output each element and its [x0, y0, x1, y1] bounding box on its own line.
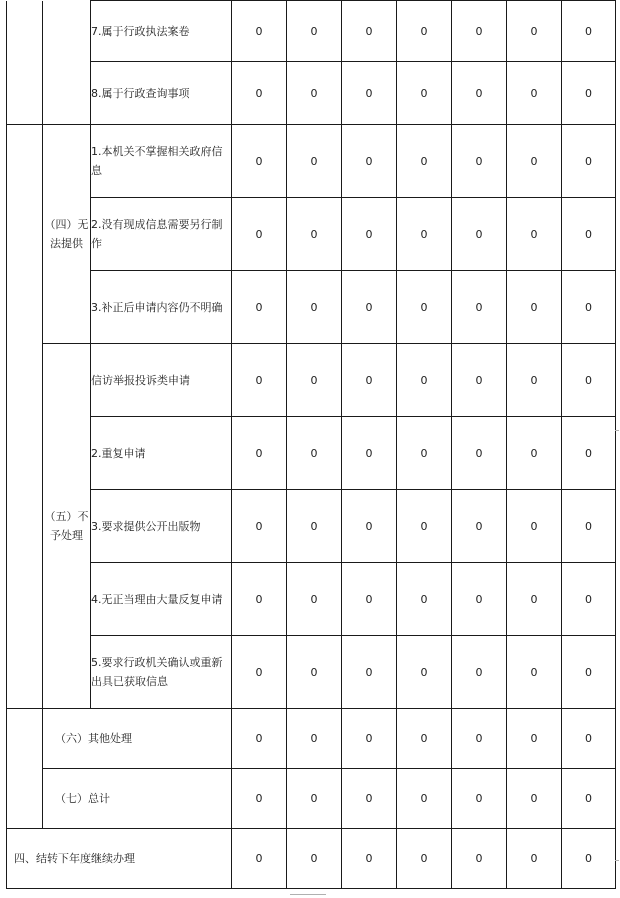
outer-category-cell — [7, 709, 43, 829]
value-cell: 0 — [452, 417, 507, 490]
value-cell: 0 — [397, 769, 452, 829]
value-cell: 0 — [287, 490, 342, 563]
value-cell: 0 — [507, 62, 562, 125]
value-cell: 0 — [287, 829, 342, 889]
value-cell: 0 — [232, 125, 287, 198]
table-row — [7, 1, 616, 62]
table-row — [7, 769, 616, 829]
value-cell: 0 — [342, 417, 397, 490]
row-label: 1.本机关不掌握相关政府信息 — [91, 125, 232, 198]
row-label: 3.补正后申请内容仍不明确 — [91, 271, 232, 344]
outer-category-cell — [7, 125, 43, 709]
table-row — [7, 125, 616, 198]
row-label: 3.要求提供公开出版物 — [91, 490, 232, 563]
value-cell: 0 — [232, 490, 287, 563]
value-cell: 0 — [562, 636, 616, 709]
value-cell: 0 — [342, 344, 397, 417]
value-cell: 0 — [232, 769, 287, 829]
value-cell: 0 — [452, 344, 507, 417]
value-cell: 0 — [562, 271, 616, 344]
table-row — [7, 709, 616, 769]
value-cell: 0 — [507, 198, 562, 271]
value-cell: 0 — [507, 417, 562, 490]
value-cell: 0 — [507, 490, 562, 563]
value-cell: 0 — [397, 125, 452, 198]
value-cell: 0 — [397, 271, 452, 344]
value-cell: 0 — [287, 198, 342, 271]
value-cell: 0 — [507, 709, 562, 769]
value-cell: 0 — [452, 198, 507, 271]
row-label: （六）其他处理 — [43, 709, 232, 769]
table-row — [7, 490, 616, 563]
value-cell: 0 — [232, 198, 287, 271]
value-cell: 0 — [287, 62, 342, 125]
row-label: （七）总计 — [43, 769, 232, 829]
value-cell: 0 — [452, 829, 507, 889]
value-cell: 0 — [507, 769, 562, 829]
row-label: 5.要求行政机关确认或重新出具已获取信息 — [91, 636, 232, 709]
value-cell: 0 — [287, 344, 342, 417]
value-cell: 0 — [562, 344, 616, 417]
table-row — [7, 344, 616, 417]
table-row — [7, 829, 616, 889]
value-cell: 0 — [562, 1, 616, 62]
value-cell: 0 — [342, 490, 397, 563]
value-cell: 0 — [232, 271, 287, 344]
value-cell: 0 — [342, 829, 397, 889]
statistics-table — [6, 0, 616, 889]
table-row — [7, 417, 616, 490]
value-cell: 0 — [562, 563, 616, 636]
value-cell: 0 — [562, 62, 616, 125]
value-cell: 0 — [562, 709, 616, 769]
value-cell: 0 — [507, 344, 562, 417]
group-label-g4: （四）无法提供 — [43, 125, 91, 344]
value-cell: 0 — [397, 490, 452, 563]
table-row — [7, 271, 616, 344]
value-cell: 0 — [452, 636, 507, 709]
value-cell: 0 — [287, 271, 342, 344]
value-cell: 0 — [452, 125, 507, 198]
value-cell: 0 — [562, 769, 616, 829]
value-cell: 0 — [562, 417, 616, 490]
value-cell: 0 — [562, 125, 616, 198]
value-cell: 0 — [397, 829, 452, 889]
table-row — [7, 62, 616, 125]
row-label: 4.无正当理由大量反复申请 — [91, 563, 232, 636]
value-cell: 0 — [452, 769, 507, 829]
value-cell: 0 — [397, 198, 452, 271]
value-cell: 0 — [562, 198, 616, 271]
value-cell: 0 — [507, 829, 562, 889]
page-edge-tick — [615, 430, 619, 431]
value-cell: 0 — [452, 62, 507, 125]
value-cell: 0 — [397, 563, 452, 636]
value-cell: 0 — [287, 709, 342, 769]
value-cell: 0 — [452, 271, 507, 344]
value-cell: 0 — [397, 636, 452, 709]
outer-category-cell — [7, 1, 43, 125]
value-cell: 0 — [232, 829, 287, 889]
table-row — [7, 563, 616, 636]
value-cell: 0 — [287, 125, 342, 198]
group-label-g5: （五）不予处理 — [43, 344, 91, 709]
page-edge-tick — [615, 860, 619, 861]
value-cell: 0 — [507, 125, 562, 198]
value-cell: 0 — [507, 636, 562, 709]
group-cell — [43, 1, 91, 125]
value-cell: 0 — [232, 417, 287, 490]
value-cell: 0 — [287, 563, 342, 636]
row-label: 2.重复申请 — [91, 417, 232, 490]
value-cell: 0 — [397, 62, 452, 125]
value-cell: 0 — [342, 1, 397, 62]
value-cell: 0 — [287, 417, 342, 490]
value-cell: 0 — [342, 125, 397, 198]
value-cell: 0 — [342, 709, 397, 769]
value-cell: 0 — [452, 490, 507, 563]
value-cell: 0 — [232, 62, 287, 125]
value-cell: 0 — [507, 1, 562, 62]
value-cell: 0 — [562, 829, 616, 889]
value-cell: 0 — [342, 62, 397, 125]
value-cell: 0 — [507, 563, 562, 636]
value-cell: 0 — [232, 1, 287, 62]
value-cell: 0 — [342, 271, 397, 344]
value-cell: 0 — [287, 1, 342, 62]
table-row — [7, 636, 616, 709]
value-cell: 0 — [562, 490, 616, 563]
row-label: 四、结转下年度继续办理 — [7, 829, 232, 889]
value-cell: 0 — [342, 198, 397, 271]
value-cell: 0 — [287, 769, 342, 829]
row-label: 7.属于行政执法案卷 — [91, 1, 232, 62]
value-cell: 0 — [342, 563, 397, 636]
value-cell: 0 — [232, 344, 287, 417]
value-cell: 0 — [342, 636, 397, 709]
value-cell: 0 — [397, 344, 452, 417]
page-bottom-mark — [290, 894, 326, 895]
value-cell: 0 — [397, 1, 452, 62]
value-cell: 0 — [232, 709, 287, 769]
value-cell: 0 — [232, 636, 287, 709]
value-cell: 0 — [397, 417, 452, 490]
value-cell: 0 — [452, 709, 507, 769]
value-cell: 0 — [452, 1, 507, 62]
row-label: 2.没有现成信息需要另行制作 — [91, 198, 232, 271]
value-cell: 0 — [342, 769, 397, 829]
value-cell: 0 — [452, 563, 507, 636]
value-cell: 0 — [287, 636, 342, 709]
row-label: 信访举报投诉类申请 — [91, 344, 232, 417]
value-cell: 0 — [397, 709, 452, 769]
value-cell: 0 — [232, 563, 287, 636]
value-cell: 0 — [507, 271, 562, 344]
row-label: 8.属于行政查询事项 — [91, 62, 232, 125]
table-row — [7, 198, 616, 271]
